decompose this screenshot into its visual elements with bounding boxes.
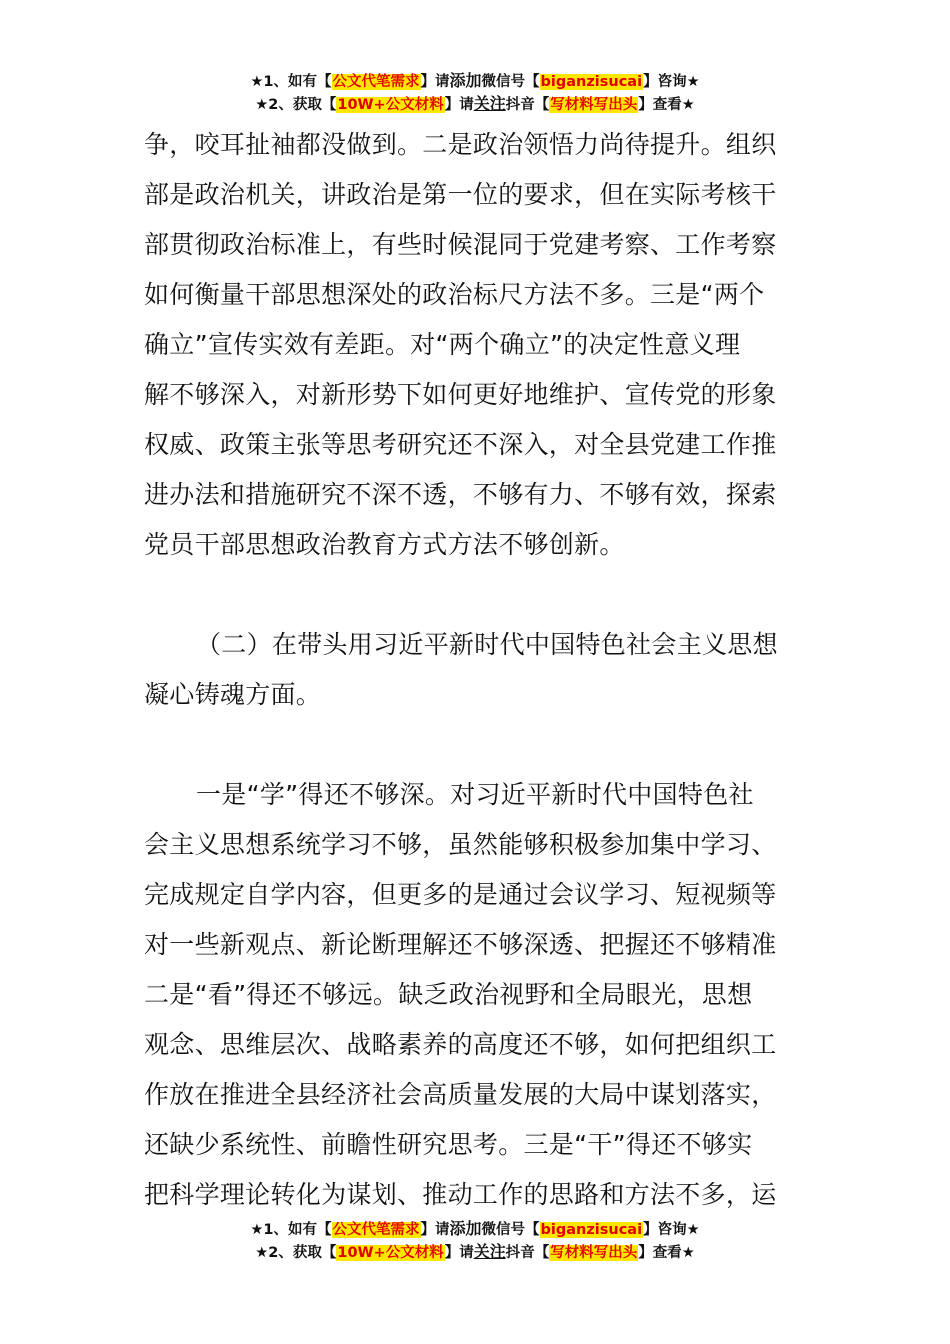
text-line: 对一些新观点、新论断理解还不够深透、把握还不够精准 (144, 930, 777, 959)
banner-text: 微信号【 (481, 74, 540, 90)
text-line: 还缺少系统性、前瞻性研究思考。三是“干”得还不够实 (144, 1130, 753, 1159)
text-line: 解不够深入，对新形势下如何更好地维护、宣传党的形象 (144, 380, 777, 409)
paragraph-spacer (144, 570, 809, 620)
text-line: 争，咬耳扯袖都没做到。二是政治领悟力尚待提升。组织 (144, 130, 777, 159)
text-line: 作放在推进全县经济社会高质量发展的大局中谋划落实， (144, 1080, 777, 1109)
banner-text: 】查看★ (638, 97, 695, 113)
highlight-service: 公文代笔需求 (332, 74, 420, 90)
banner-text: 】查看★ (638, 1245, 695, 1261)
text-line: 观念、思维层次、战略素养的高度还不够，如何把组织工 (144, 1030, 777, 1059)
highlight-materials: 10W+公文材料 (337, 1245, 444, 1261)
banner-text: 微信号【 (481, 1222, 540, 1238)
paragraph-3 (144, 770, 809, 1220)
paragraph-1 (144, 120, 809, 570)
banner-line-2 (0, 93, 950, 116)
banner-text: 】请 (420, 1222, 450, 1238)
text-line: 部是政治机关，讲政治是第一位的要求，但在实际考核干 (144, 180, 777, 209)
banner-text: 】请 (444, 1245, 474, 1261)
banner-emphasis: 关注 (473, 1242, 506, 1261)
banner-line-2 (0, 1241, 950, 1264)
text-line: 会主义思想系统学习不够，虽然能够积极参加集中学习、 (144, 830, 777, 859)
heading-line: 凝心铸魂方面。 (144, 680, 322, 709)
banner-text: 抖音【 (505, 1245, 550, 1261)
text-line: 党员干部思想政治教育方式方法不够创新。 (144, 530, 625, 559)
banner-text: 】咨询★ (643, 1222, 700, 1238)
text-line: 进办法和措施研究不深不透，不够有力、不够有效，探索 (144, 480, 777, 509)
text-line: 确立”宣传实效有差距。对“两个确立”的决定性意义理 (144, 330, 741, 359)
text-line: 权威、政策主张等思考研究还不深入，对全县党建工作推 (144, 430, 777, 459)
document-body (144, 120, 809, 1220)
text-line: 二是“看”得还不够远。缺乏政治视野和全局眼光，思想 (144, 980, 753, 1009)
text-line: 一是“学”得还不够深。对习近平新时代中国特色社 (196, 780, 754, 809)
highlight-douyin-account: 写材料写出头 (550, 1245, 638, 1261)
highlight-service: 公文代笔需求 (332, 1222, 420, 1238)
banner-text: 抖音【 (505, 97, 550, 113)
heading-line: （二）在带头用习近平新时代中国特色社会主义思想 (196, 630, 778, 659)
banner-text: ★2、获取【 (255, 97, 337, 113)
footer-banner (0, 1218, 950, 1264)
banner-text: ★1、如有【 (250, 74, 332, 90)
banner-line-1 (0, 1218, 950, 1241)
banner-emphasis: 添加 (449, 1219, 482, 1238)
text-line: 部贯彻政治标准上，有些时候混同于党建考察、工作考察 (144, 230, 777, 259)
highlight-douyin-account: 写材料写出头 (550, 97, 638, 113)
highlight-materials: 10W+公文材料 (337, 97, 444, 113)
section-heading (144, 620, 809, 720)
highlight-wechat-id: biganzisucai (540, 74, 643, 90)
text-line: 如何衡量干部思想深处的政治标尺方法不多。三是“两个 (144, 280, 765, 309)
text-line: 把科学理论转化为谋划、推动工作的思路和方法不多，运 (144, 1180, 777, 1209)
banner-text: ★2、获取【 (255, 1245, 337, 1261)
banner-text: 】请 (420, 74, 450, 90)
header-banner (0, 70, 950, 116)
text-line: 完成规定自学内容，但更多的是通过会议学习、短视频等 (144, 880, 777, 909)
banner-text: ★1、如有【 (250, 1222, 332, 1238)
paragraph-spacer (144, 720, 809, 770)
banner-text: 】请 (444, 97, 474, 113)
highlight-wechat-id: biganzisucai (540, 1222, 643, 1238)
banner-emphasis: 关注 (473, 94, 506, 113)
banner-text: 】咨询★ (643, 74, 700, 90)
banner-emphasis: 添加 (449, 71, 482, 90)
banner-line-1 (0, 70, 950, 93)
